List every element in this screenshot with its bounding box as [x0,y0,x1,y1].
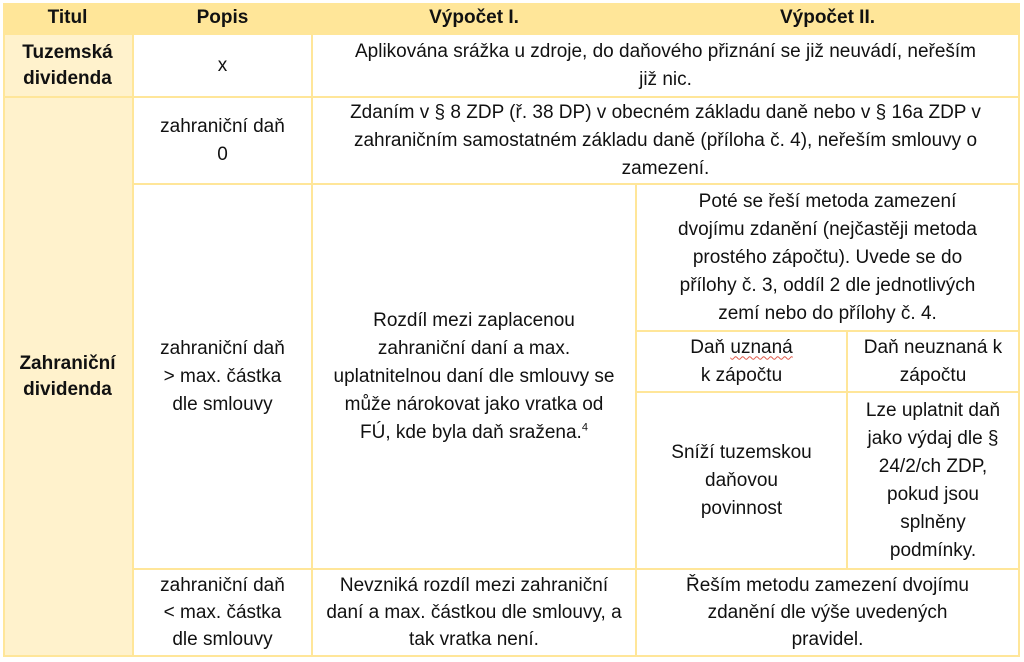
spellcheck-word: uznaná [730,336,793,358]
less-popis-line3: dle smlouvy [172,629,273,650]
uznana-body: Sníží tuzemskou daňovou povinnost [637,393,848,570]
less-vypocet-2: Řeším metodu zamezení dvojímu zdanění dle výše uvedených pravidel. [637,570,1020,657]
header-vypocet-1: Výpočet I. [313,3,637,35]
footnote-marker: 4 [581,421,588,434]
less-vypocet-1: Nevzniká rozdíl mezi zahraniční daní a max. částkou dle smlouvy, a tak vratka není. [313,570,637,657]
header-vypocet-2: Výpočet II. [637,3,1020,35]
uznana-prefix: Daň [690,336,731,358]
less-popis-line1: zahraniční daň [160,575,285,596]
greater-vypocet-2-method: Poté se řeší metoda zamezení dvojímu zdanění (nejčastěji metoda prostého zápočtu). Uvede se do přílohy č. 3, oddíl 2 dle jednotlivých zemí nebo do přílohy č. 4. [637,185,1020,332]
greater-vypocet-1-body: Rozdíl mezi zaplacenou zahraniční daní a max. uplatnitelnou daní dle smlouvy se může nárokovat jako vratka od FÚ, kde byla daň sražena. [333,309,615,443]
uznana-header [637,332,848,393]
greater-vypocet-1 [313,185,637,570]
zero-vypocet: Zdaním v § 8 ZDP (ř. 38 DP) v obecném základu daně nebo v § 16a ZDP v zahraničním samostatném základu daně (příloha č. 4), neřeším smlouvy o zamezení. [313,98,1020,185]
uznana-header-line2: k zápočtu [700,364,783,386]
greater-popis-line3: dle smlouvy [172,393,273,415]
zero-popis-line2: 0 [217,143,228,165]
header-titul: Titul [3,3,134,35]
tuzemska-popis: x [134,35,313,98]
greater-vypocet-1-text [327,307,621,447]
greater-popis [134,185,313,570]
uznana-header-line1 [690,334,792,362]
tax-dividend-table [3,3,1020,657]
zero-popis [134,98,313,185]
less-popis [134,570,313,657]
neuznana-body: Lze uplatnit daň jako výdaj dle § 24/2/ch ZDP, pokud jsou splněny podmínky. [848,393,1020,570]
tuzemska-vypocet: Aplikována srážka u zdroje, do daňového přiznání se již neuvádí, neřeším již nic. [313,35,1020,98]
row-title-tuzemska: Tuzemská dividenda [3,35,134,98]
header-popis: Popis [134,3,313,35]
greater-popis-line2: > max. částka [163,365,282,387]
neuznana-header: Daň neuznaná k zápočtu [848,332,1020,393]
row-title-zahranicni: Zahraniční dividenda [3,98,134,657]
less-popis-line2: < max. částka [163,602,282,623]
zero-popis-line1: zahraniční daň [160,115,285,137]
greater-popis-line1: zahraniční daň [160,337,285,359]
